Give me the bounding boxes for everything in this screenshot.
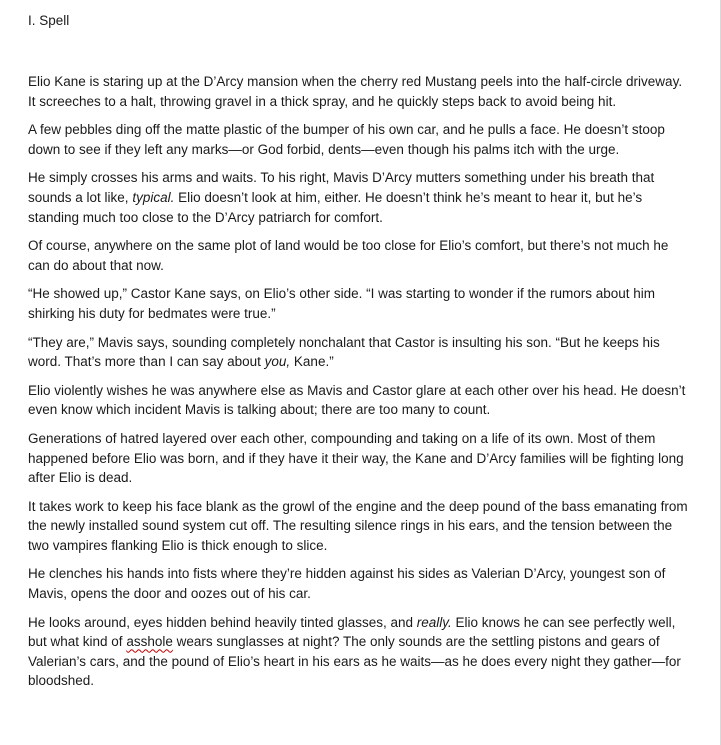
- paragraph: [28, 168, 692, 227]
- chapter-heading: I. Spell: [28, 13, 70, 28]
- paragraph: [28, 613, 692, 691]
- text-run: Elio Kane is staring up at the D’Arcy mansion when the cherry red Mustang peels into the half-circle driveway. It screeches to a halt, throwing gravel in a thick spray, and he quickly steps back to avoid being hit.: [28, 74, 683, 109]
- text-run: Generations of hatred layered over each other, compounding and taking on a life of its own. Most of them happened before Elio was born, and if they have it their way, the Kane and D’Arcy families will be fighting long after Elio is dead.: [28, 430, 684, 486]
- spellcheck-flagged-word: asshole: [126, 634, 173, 650]
- text-run: Of course, anywhere on the same plot of land would be too close for Elio’s comfort, but there’s not much he can do about that now.: [28, 238, 669, 273]
- paragraph: [28, 236, 692, 275]
- text-run: wears sunglasses at night? The only sounds are the settling pistons and gears of Valerian’s cars, and the pound of Elio’s heart in his ears as he waits—as he does every night they gather—for bloodshed.: [28, 634, 681, 689]
- text-run: Elio doesn’t look at him, either. He doesn’t think he’s meant to hear it, but he’s standing much too close to the D’Arcy patriarch for comfort.: [28, 189, 643, 225]
- paragraph: [28, 284, 692, 323]
- italic-text: typical.: [132, 189, 175, 205]
- text-run: He simply crosses his arms and waits. To his right, Mavis D’Arcy mutters something under his breath that sounds a lot like,: [28, 170, 655, 205]
- text-run: “He showed up,” Castor Kane says, on Elio’s other side. “I was starting to wonder if the rumors about him shirking his duty for bedmates were true.”: [28, 286, 656, 321]
- paragraph: [28, 381, 692, 420]
- text-run: It takes work to keep his face blank as the growl of the engine and the deep pound of the bass emanating from the newly installed sound system cut off. The resulting silence rings in his ears, and the tension between the two vampires flanking Elio is thick enough to slice.: [28, 498, 688, 553]
- document-page[interactable]: [28, 11, 692, 700]
- paragraph: [28, 429, 692, 488]
- text-run: He clenches his hands into fists where they’re hidden against his sides as Valerian D’Arcy, youngest son of Mavis, opens the door and oozes out of his car.: [28, 566, 666, 602]
- text-run: “They are,” Mavis says, sounding completely nonchalant that Castor is insulting his son. “But he keeps his word. That’s more than I can say about: [28, 334, 660, 370]
- text-run: He looks around, eyes hidden behind heavily tinted glasses, and: [28, 614, 417, 630]
- paragraph: [28, 333, 692, 372]
- paragraph: [28, 72, 692, 111]
- italic-text: really.: [416, 614, 452, 630]
- text-run: A few pebbles ding off the matte plastic of the bumper of his own car, and he pulls a face. He doesn’t stoop down to see if they left any marks—or God forbid, dents—even though his palms itch with the urge.: [28, 122, 665, 157]
- text-run: Kane.”: [290, 354, 334, 370]
- italic-text: you,: [264, 354, 291, 370]
- paragraph: [28, 564, 692, 603]
- text-run: Elio violently wishes he was anywhere else as Mavis and Castor glare at each other over his head. He doesn’t even know which incident Mavis is talking about; there are too many to count.: [28, 382, 686, 418]
- paragraph: [28, 497, 692, 556]
- document-body[interactable]: [28, 72, 692, 691]
- paragraph: [28, 120, 692, 159]
- text-run: Elio knows he can see perfectly well, but what kind of: [28, 614, 676, 650]
